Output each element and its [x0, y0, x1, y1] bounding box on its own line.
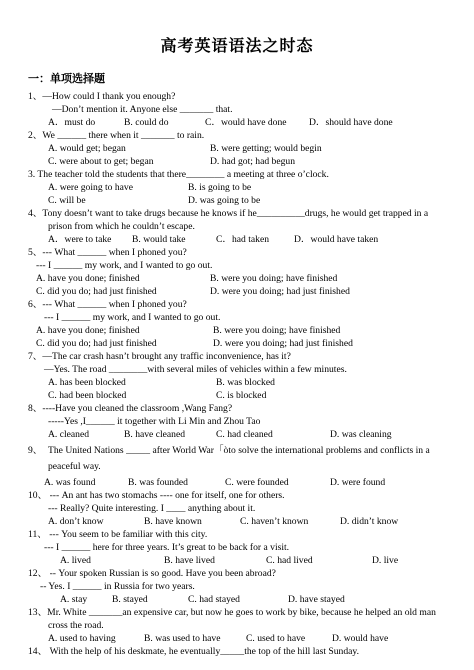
text-line	[0, 272, 474, 285]
text-line	[0, 350, 474, 363]
text-line	[0, 285, 474, 298]
text-line	[0, 606, 474, 619]
text-segment: 11、 --- You seem to be familiar with this city.	[28, 529, 208, 540]
text-segment: B. were you doing; have finished	[213, 325, 341, 336]
text-segment: --- Really? Quite interesting. I ____ anything about it.	[48, 503, 256, 514]
text-segment: B. stayed	[112, 594, 148, 605]
text-segment: C. did you do; had just finished	[36, 338, 157, 349]
text-segment: C. had stayed	[188, 594, 240, 605]
text-line	[0, 541, 474, 554]
text-segment: A. was found	[44, 477, 96, 488]
text-segment: 13、Mr. White _______an expensive car, but now he goes to work by bike, because he helped an old man	[28, 607, 436, 618]
text-segment: C. used to have	[246, 633, 306, 644]
text-segment: B. was used to have	[144, 633, 221, 644]
text-line	[0, 428, 474, 441]
text-line	[0, 619, 474, 632]
text-segment: D. have stayed	[288, 594, 345, 605]
text-line	[0, 207, 474, 220]
text-line	[0, 337, 474, 350]
text-segment: A. has been blocked	[48, 377, 126, 388]
text-segment: -- Yes. I ______ in Russia for two years.	[40, 581, 195, 592]
text-segment: D. were found	[330, 477, 386, 488]
text-segment: C. will be	[48, 195, 86, 206]
text-line	[0, 168, 474, 181]
text-segment: C. is blocked	[216, 390, 267, 401]
text-line	[0, 324, 474, 337]
text-line	[0, 415, 474, 428]
text-segment: -----Yes ,I______ it together with Li Min and Zhou Tao	[48, 416, 261, 427]
text-segment: B. have cleaned	[124, 429, 185, 440]
text-segment: 5、--- What ______ when I phoned you?	[28, 247, 187, 258]
text-segment: D. were you doing; had just finished	[213, 338, 353, 349]
text-segment: B. was blocked	[216, 377, 275, 388]
text-line	[0, 233, 474, 246]
text-segment: --- I ______ my work, and I wanted to go out.	[36, 260, 213, 271]
text-segment: B. would take	[132, 234, 186, 245]
text-segment: C. were founded	[225, 477, 289, 488]
text-segment: A. used to having	[48, 633, 116, 644]
text-segment: A. were going to have	[48, 182, 133, 193]
text-segment: D. were you doing; had just finished	[210, 286, 350, 297]
text-segment: B. could do	[124, 117, 169, 128]
text-segment: C. had been blocked	[48, 390, 127, 401]
text-line	[0, 194, 474, 207]
text-segment: 10、 --- An ant has two stomachs ---- one for itself, one for others.	[28, 490, 285, 501]
text-line	[0, 593, 474, 606]
text-segment: D．would have taken	[294, 234, 379, 245]
text-line	[0, 376, 474, 389]
text-segment: B. were getting; would begin	[210, 143, 322, 154]
text-line	[0, 402, 474, 415]
text-segment: 6、--- What ______ when I phoned you?	[28, 299, 187, 310]
text-segment: D. was cleaning	[330, 429, 392, 440]
text-line	[0, 116, 474, 129]
text-segment: A. lived	[60, 555, 91, 566]
text-segment: A. don’t know	[48, 516, 104, 527]
text-line	[0, 502, 474, 515]
text-line	[0, 528, 474, 541]
text-line	[0, 103, 474, 116]
text-line	[0, 460, 474, 473]
text-line	[0, 142, 474, 155]
text-segment: C. had lived	[266, 555, 313, 566]
text-segment: —Don’t mention it. Anyone else _______ that.	[52, 104, 233, 115]
text-line	[0, 515, 474, 528]
text-segment: B. were you doing; have finished	[210, 273, 338, 284]
text-line	[0, 129, 474, 142]
text-line	[0, 476, 474, 489]
text-line	[0, 220, 474, 233]
text-segment: The United Nations _____ after World War「òto solve the international problems and conflicts in a	[48, 445, 430, 456]
text-segment: 3. The teacher told the students that there________ a meeting at three o’clock.	[28, 169, 329, 180]
text-segment: 1、—How could I thank you enough?	[28, 91, 176, 102]
text-line	[0, 298, 474, 311]
text-segment: C. haven’t known	[240, 516, 309, 527]
text-segment: A. cleaned	[48, 429, 90, 440]
text-segment: B. is going to be	[188, 182, 252, 193]
text-segment: 7、—The car crash hasn’t brought any traffic inconvenience, has it?	[28, 351, 291, 362]
text-segment: B. have known	[144, 516, 202, 527]
text-line	[0, 259, 474, 272]
text-segment: D. would have	[332, 633, 389, 644]
text-segment: C. were about to get; began	[48, 156, 154, 167]
text-segment: 8、----Have you cleaned the classroom ,Wang Fang?	[28, 403, 233, 414]
text-segment: C. had cleaned	[216, 429, 273, 440]
text-segment: 4、Tony doesn’t want to take drugs because he knows if he__________drugs, he would get trapped in a	[28, 208, 429, 219]
text-segment: D. live	[372, 555, 399, 566]
text-line	[0, 580, 474, 593]
text-segment: B. have lived	[164, 555, 215, 566]
text-segment: 14、 With the help of his deskmate, he eventually_____the top of the hill last Sunday.	[28, 646, 359, 657]
text-segment: D. didn’t know	[340, 516, 399, 527]
text-segment: --- I ______ my work, and I wanted to go out.	[44, 312, 221, 323]
text-line	[0, 155, 474, 168]
section-heading: 一：单项选择题	[28, 72, 105, 85]
text-segment: C．had taken	[216, 234, 270, 245]
text-segment: D. had got; had begun	[210, 156, 295, 167]
text-line	[0, 246, 474, 259]
text-line	[0, 311, 474, 324]
text-line	[0, 645, 474, 658]
text-segment: A. have you done; finished	[36, 273, 140, 284]
text-segment: A. stay	[60, 594, 88, 605]
text-segment: 2、We ______ there when it _______ to rain.	[28, 130, 205, 141]
text-line	[0, 567, 474, 580]
text-segment: A．must do	[48, 117, 96, 128]
text-segment: cross the road.	[48, 620, 104, 631]
text-segment: A. would get; began	[48, 143, 126, 154]
page-title: 高考英语语法之时态	[160, 36, 314, 55]
text-segment: B. was founded	[128, 477, 188, 488]
text-segment: 12、 -- Your spoken Russian is so good. Have you been abroad?	[28, 568, 276, 579]
text-line	[0, 489, 474, 502]
text-segment: 9、	[28, 445, 43, 456]
text-segment: prison from which he couldn’t escape.	[48, 221, 195, 232]
text-line	[0, 444, 474, 457]
text-segment: C. did you do; had just finished	[36, 286, 157, 297]
text-line	[0, 181, 474, 194]
text-segment: D．should have done	[309, 117, 393, 128]
text-segment: —Yes. The road ________with several miles of vehicles within a few minutes.	[44, 364, 347, 375]
text-line	[0, 389, 474, 402]
text-segment: A. have you done; finished	[36, 325, 140, 336]
text-line	[0, 554, 474, 567]
text-segment: C．would have done	[205, 117, 287, 128]
text-line	[0, 632, 474, 645]
text-line	[0, 363, 474, 376]
text-segment: A．were to take	[48, 234, 112, 245]
text-line	[0, 90, 474, 103]
text-segment: D. was going to be	[188, 195, 261, 206]
text-segment: --- I ______ here for three years. It’s great to be back for a visit.	[44, 542, 290, 553]
text-segment: peaceful way.	[48, 461, 101, 472]
